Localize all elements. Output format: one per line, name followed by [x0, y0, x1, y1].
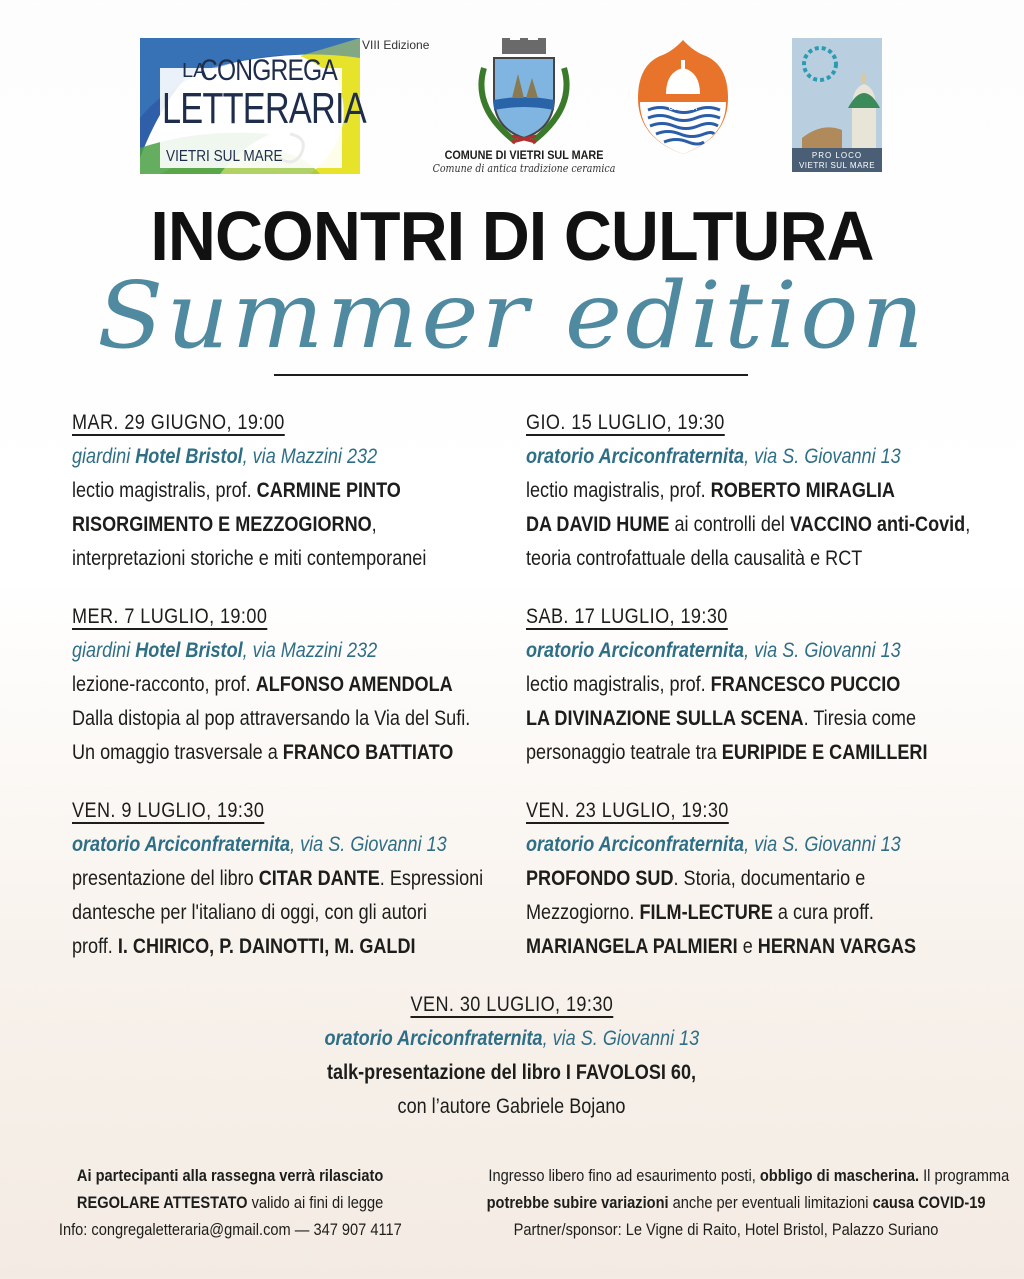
event-card [526, 406, 971, 576]
event-card [72, 600, 512, 770]
event-line: MARIANGELA PALMIERI e HERNAN VARGAS [526, 935, 916, 958]
event-card [526, 600, 966, 770]
event-date: MER. 7 LUGLIO, 19:00 [72, 605, 268, 628]
event-line: LA DIVINAZIONE SULLA SCENA. Tiresia come [526, 707, 917, 730]
logo-la: LA [182, 60, 207, 82]
footer-sponsors: Partner/sponsor: Le Vigne di Raito, Hotel Bristol, Palazzo Suriano [513, 1220, 939, 1239]
footer-attestato-line2: REGOLARE ATTESTATO valido ai fini di legge [76, 1193, 384, 1212]
event-date: MAR. 29 GIUGNO, 19:00 [72, 411, 285, 434]
event-venue: oratorio Arciconfraternita, via S. Giovanni 13 [526, 445, 901, 468]
event-date: VEN. 9 LUGLIO, 19:30 [72, 799, 265, 822]
event-line: lectio magistralis, prof. ROBERTO MIRAGLIA [526, 479, 895, 502]
event-venue: oratorio Arciconfraternita, via S. Giovanni 13 [526, 639, 901, 662]
vietri-cultura-text1: VIETRI [670, 95, 696, 104]
event-card [212, 988, 812, 1124]
event-venue: giardini Hotel Bristol, via Mazzini 232 [72, 639, 378, 662]
title-divider [274, 374, 748, 376]
event-line: con l’autore Gabriele Bojano [398, 1095, 626, 1118]
event-date: GIO. 15 LUGLIO, 19:30 [526, 411, 725, 434]
edition-label: VIII Edizione [362, 38, 430, 52]
event-date: VEN. 23 LUGLIO, 19:30 [526, 799, 729, 822]
page-subtitle: Summer edition [97, 262, 927, 369]
footer-left [20, 1162, 440, 1243]
event-line: presentazione del libro CITAR DANTE. Espressioni [72, 867, 484, 890]
footer-right [446, 1162, 1010, 1243]
event-card [72, 406, 512, 576]
event-date: SAB. 17 LUGLIO, 19:30 [526, 605, 728, 628]
event-venue: oratorio Arciconfraternita, via S. Giovanni 13 [72, 833, 447, 856]
footer-contact-info[interactable]: Info: congregaletteraria@gmail.com — 347 907 4117 [58, 1220, 402, 1239]
event-venue: giardini Hotel Bristol, via Mazzini 232 [72, 445, 378, 468]
proloco-line1: PRO LOCO [811, 151, 863, 160]
event-line: Mezzogiorno. FILM-LECTURE a cura proff. [526, 901, 874, 924]
event-line: personaggio teatrale tra EURIPIDE E CAMILLERI [526, 741, 928, 764]
event-card [72, 794, 512, 964]
footer-notice-line1: Ingresso libero fino ad esaurimento posti, obbligo di mascherina. Il programma [488, 1166, 1010, 1185]
event-line: PROFONDO SUD. Storia, documentario e [526, 867, 866, 890]
proloco-line2: VIETRI SUL MARE [798, 161, 876, 170]
page-title: INCONTRI DI CULTURA [150, 197, 874, 275]
footer-notice-line2: potrebbe subire variazioni anche per eventuali limitazioni causa COVID-19 [486, 1193, 986, 1212]
vietri-cultura-text2: CULTURA [668, 106, 698, 112]
event-line: talk-presentazione del libro I FAVOLOSI 60, [327, 1061, 697, 1084]
footer-attestato-line1: Ai partecipanti alla rassegna verrà rilasciato [76, 1166, 384, 1185]
event-line: lectio magistralis, prof. CARMINE PINTO [72, 479, 401, 502]
event-date: VEN. 30 LUGLIO, 19:30 [410, 993, 614, 1016]
event-card [526, 794, 966, 964]
logo-place: VIETRI SUL MARE [166, 148, 283, 165]
event-line: dantesche per l'italiano di oggi, con gli autori [72, 901, 427, 924]
event-line: Dalla distopia al pop attraversando la Via del Sufi. [72, 707, 471, 730]
event-line: proff. I. CHIRICO, P. DAINOTTI, M. GALDI [72, 935, 416, 958]
event-venue: oratorio Arciconfraternita, via S. Giovanni 13 [324, 1027, 700, 1050]
logo-letteraria: LETTERARIA [162, 84, 366, 133]
logo-congrega: CONGREGA [200, 54, 337, 87]
comune-subtitle: Comune di antica tradizione ceramica [432, 162, 616, 175]
event-line: teoria controfattuale della causalità e RCT [526, 547, 863, 570]
event-venue: oratorio Arciconfraternita, via S. Giovanni 13 [526, 833, 901, 856]
event-line: DA DAVID HUME ai controlli del VACCINO anti-Covid, [526, 513, 971, 536]
vietri-cultura-logo [636, 38, 730, 156]
event-line: lezione-racconto, prof. ALFONSO AMENDOLA [72, 673, 453, 696]
event-line: lectio magistralis, prof. FRANCESCO PUCCIO [526, 673, 901, 696]
event-line: Un omaggio trasversale a FRANCO BATTIATO [72, 741, 454, 764]
comune-name: COMUNE DI VIETRI SUL MARE [444, 148, 604, 162]
event-line: interpretazioni storiche e miti contemporanei [72, 547, 427, 570]
event-line: RISORGIMENTO E MEZZOGIORNO, [72, 513, 377, 536]
